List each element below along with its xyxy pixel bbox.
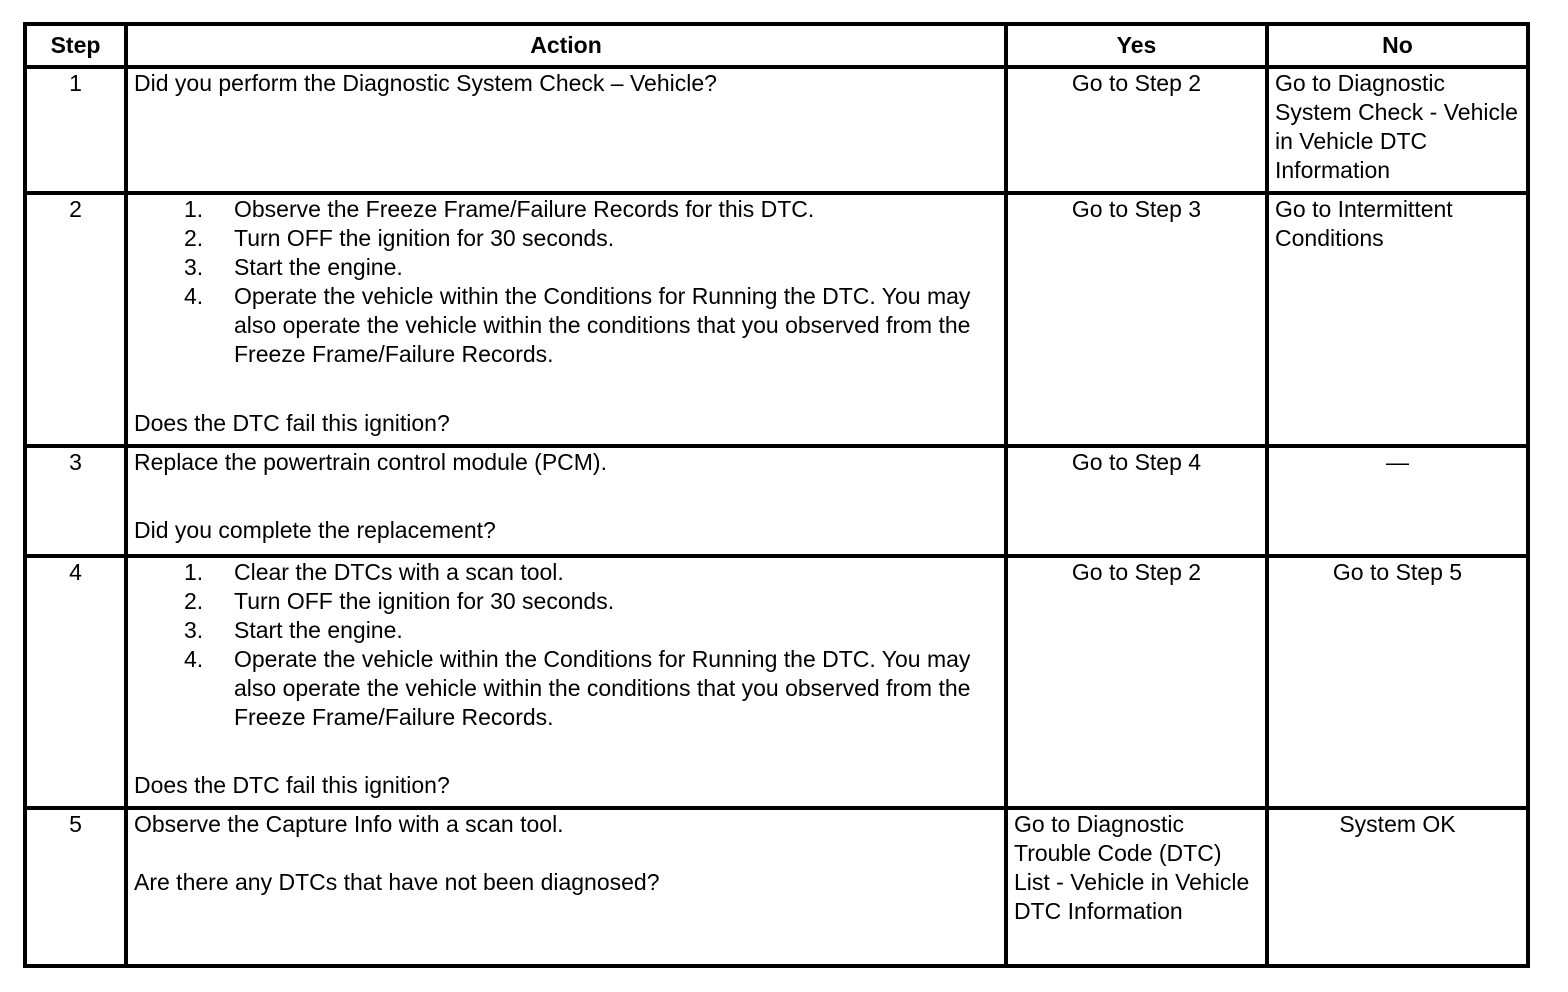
header-action: Action	[126, 24, 1006, 67]
list-item: 4. Operate the vehicle within the Conditions for Running the DTC. You may also operate the vehicle within the conditions that you observed from the Freeze Frame/Failure Records.	[184, 646, 971, 730]
action-question: Does the DTC fail this ignition?	[134, 772, 450, 798]
header-yes: Yes	[1006, 24, 1267, 67]
no-cell: —	[1267, 446, 1528, 556]
yes-cell: Go to Step 4	[1006, 446, 1267, 556]
no-cell: System OK	[1267, 808, 1528, 966]
table-row-step-4	[25, 556, 1528, 808]
header-row	[25, 24, 1528, 67]
list-item: 2. Turn OFF the ignition for 30 seconds.	[184, 225, 615, 251]
step-number: 4	[25, 556, 126, 808]
no-cell: Go to Intermittent Conditions	[1267, 193, 1528, 446]
action-cell	[126, 193, 1006, 446]
yes-cell: Go to Step 3	[1006, 193, 1267, 446]
action-steps-list	[134, 195, 998, 369]
yes-cell: Go to Step 2	[1006, 67, 1267, 193]
action-cell	[126, 67, 1006, 193]
yes-cell: Go to Diagnostic Trouble Code (DTC) List - Vehicle in Vehicle DTC Information	[1006, 808, 1267, 966]
step-number: 5	[25, 808, 126, 966]
action-question: Does the DTC fail this ignition?	[134, 410, 450, 436]
action-text: Did you perform the Diagnostic System Check – Vehicle?	[134, 70, 717, 96]
list-item: 2. Turn OFF the ignition for 30 seconds.	[184, 588, 615, 614]
no-cell: Go to Diagnostic System Check - Vehicle in Vehicle DTC Information	[1267, 67, 1528, 193]
yes-cell: Go to Step 2	[1006, 556, 1267, 808]
list-item: 1. Clear the DTCs with a scan tool.	[184, 559, 564, 585]
step-number: 1	[25, 67, 126, 193]
action-cell	[126, 446, 1006, 556]
table-row-step-1	[25, 67, 1528, 193]
table-row-step-2	[25, 193, 1528, 446]
action-cell	[126, 556, 1006, 808]
action-text: Observe the Capture Info with a scan tool.	[134, 811, 564, 837]
list-item: 3. Start the engine.	[184, 254, 403, 280]
list-item: 4. Operate the vehicle within the Conditions for Running the DTC. You may also operate the vehicle within the conditions that you observed from the Freeze Frame/Failure Records.	[184, 283, 971, 367]
no-cell: Go to Step 5	[1267, 556, 1528, 808]
table-row-step-3	[25, 446, 1528, 556]
list-item: 3. Start the engine.	[184, 617, 403, 643]
table-row-step-5	[25, 808, 1528, 966]
action-text: Replace the powertrain control module (PCM).	[134, 449, 607, 475]
step-number: 2	[25, 193, 126, 446]
diagnostic-table	[23, 22, 1530, 968]
action-question: Did you complete the replacement?	[134, 517, 496, 543]
action-question: Are there any DTCs that have not been diagnosed?	[134, 869, 660, 895]
header-no: No	[1267, 24, 1528, 67]
list-item: 1. Observe the Freeze Frame/Failure Records for this DTC.	[184, 196, 815, 222]
step-number: 3	[25, 446, 126, 556]
action-steps-list	[134, 558, 998, 732]
header-step: Step	[25, 24, 126, 67]
action-cell	[126, 808, 1006, 966]
